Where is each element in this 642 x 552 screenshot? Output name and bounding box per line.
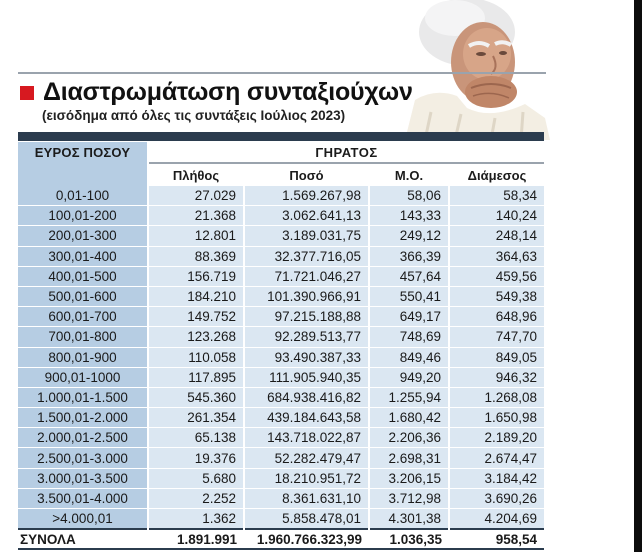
count-cell: 117.895 [148,367,244,387]
average-cell: 949,20 [369,367,449,387]
amount-cell: 3.062.641,13 [244,206,369,226]
page-title: Διαστρωμάτωση συνταξιούχων [43,78,413,106]
median-cell: 2.674,47 [449,448,544,468]
total-row [18,529,544,549]
total-amount: 1.960.766.323,99 [244,529,369,549]
average-cell: 748,69 [369,327,449,347]
count-cell: 149.752 [148,307,244,327]
average-cell: 550,41 [369,286,449,306]
median-cell: 648,96 [449,307,544,327]
count-cell: 88.369 [148,246,244,266]
amount-cell: 92.289.513,77 [244,327,369,347]
median-cell: 3.690,26 [449,488,544,508]
range-header: ΕΥΡΟΣ ΠΟΣΟΥ [18,142,148,163]
count-cell: 19.376 [148,448,244,468]
column-header-average: Μ.Ο. [369,163,449,186]
range-cell: 0,01-100 [18,186,148,206]
count-cell: 261.354 [148,408,244,428]
page-subtitle: (εισόδημα από όλες τις συντάξεις Ιούλιος 2023) [42,108,346,123]
amount-cell: 3.189.031,75 [244,226,369,246]
count-cell: 2.252 [148,488,244,508]
amount-cell: 101.390.966,91 [244,286,369,306]
range-cell: >4.000,01 [18,509,148,530]
table-row [18,488,544,508]
pension-table [18,142,544,550]
median-cell: 3.184,42 [449,468,544,488]
column-header-amount: Ποσό [244,163,369,186]
right-edge-strip [634,0,642,552]
table-row [18,327,544,347]
count-cell: 27.029 [148,186,244,206]
table-row [18,286,544,306]
count-cell: 5.680 [148,468,244,488]
range-cell: 2.000,01-2.500 [18,428,148,448]
median-cell: 364,63 [449,246,544,266]
median-cell: 1.650,98 [449,408,544,428]
amount-cell: 5.858.478,01 [244,509,369,530]
amount-cell: 18.210.951,72 [244,468,369,488]
range-cell: 3.000,01-3.500 [18,468,148,488]
median-cell: 549,38 [449,286,544,306]
amount-cell: 52.282.479,47 [244,448,369,468]
count-cell: 184.210 [148,286,244,306]
range-cell: 1.000,01-1.500 [18,387,148,407]
elderly-man-photo [395,0,550,140]
count-cell: 12.801 [148,226,244,246]
range-cell: 600,01-700 [18,307,148,327]
amount-cell: 71.721.046,27 [244,266,369,286]
column-header-median: Διάμεσος [449,163,544,186]
range-cell: 500,01-600 [18,286,148,306]
median-cell: 747,70 [449,327,544,347]
amount-cell: 32.377.716,05 [244,246,369,266]
range-header-blank [18,163,148,186]
median-cell: 2.189,20 [449,428,544,448]
count-cell: 1.362 [148,509,244,530]
average-cell: 58,06 [369,186,449,206]
count-cell: 123.268 [148,327,244,347]
range-cell: 1.500,01-2.000 [18,408,148,428]
average-cell: 2.206,36 [369,428,449,448]
amount-cell: 93.490.387,33 [244,347,369,367]
average-cell: 457,64 [369,266,449,286]
average-cell: 366,39 [369,246,449,266]
average-cell: 143,33 [369,206,449,226]
range-cell: 700,01-800 [18,327,148,347]
count-cell: 110.058 [148,347,244,367]
amount-cell: 1.569.267,98 [244,186,369,206]
range-cell: 3.500,01-4.000 [18,488,148,508]
average-cell: 649,17 [369,307,449,327]
column-header-count: Πλήθος [148,163,244,186]
average-cell: 4.301,38 [369,509,449,530]
table-row [18,246,544,266]
table-row [18,347,544,367]
amount-cell: 439.184.643,58 [244,408,369,428]
median-cell: 140,24 [449,206,544,226]
range-cell: 200,01-300 [18,226,148,246]
group-header: ΓΗΡΑΤΟΣ [148,142,544,163]
amount-cell: 111.905.940,35 [244,367,369,387]
red-square-marker [20,86,34,100]
table-row [18,387,544,407]
median-cell: 946,32 [449,367,544,387]
table-row [18,428,544,448]
table-row [18,448,544,468]
total-median: 958,54 [449,529,544,549]
table-row [18,307,544,327]
range-cell: 900,01-1000 [18,367,148,387]
median-cell: 4.204,69 [449,509,544,530]
total-average: 1.036,35 [369,529,449,549]
table-row [18,509,544,530]
amount-cell: 8.361.631,10 [244,488,369,508]
total-label: ΣΥΝΟΛΑ [18,529,148,549]
table-row [18,206,544,226]
median-cell: 1.268,08 [449,387,544,407]
table-row [18,468,544,488]
median-cell: 849,05 [449,347,544,367]
count-cell: 545.360 [148,387,244,407]
count-cell: 65.138 [148,428,244,448]
range-cell: 800,01-900 [18,347,148,367]
table-row [18,367,544,387]
average-cell: 1.680,42 [369,408,449,428]
table-row [18,408,544,428]
median-cell: 248,14 [449,226,544,246]
amount-cell: 143.718.022,87 [244,428,369,448]
range-cell: 300,01-400 [18,246,148,266]
range-cell: 100,01-200 [18,206,148,226]
title-row [20,78,413,107]
count-cell: 156.719 [148,266,244,286]
average-cell: 1.255,94 [369,387,449,407]
range-cell: 400,01-500 [18,266,148,286]
top-divider [18,72,546,74]
count-cell: 21.368 [148,206,244,226]
table-top-band [18,132,544,141]
table-row [18,226,544,246]
amount-cell: 97.215.188,88 [244,307,369,327]
total-count: 1.891.991 [148,529,244,549]
amount-cell: 684.938.416,82 [244,387,369,407]
average-cell: 2.698,31 [369,448,449,468]
range-cell: 2.500,01-3.000 [18,448,148,468]
average-cell: 849,46 [369,347,449,367]
median-cell: 58,34 [449,186,544,206]
table-row [18,266,544,286]
table-row [18,186,544,206]
median-cell: 459,56 [449,266,544,286]
average-cell: 3.206,15 [369,468,449,488]
average-cell: 249,12 [369,226,449,246]
average-cell: 3.712,98 [369,488,449,508]
